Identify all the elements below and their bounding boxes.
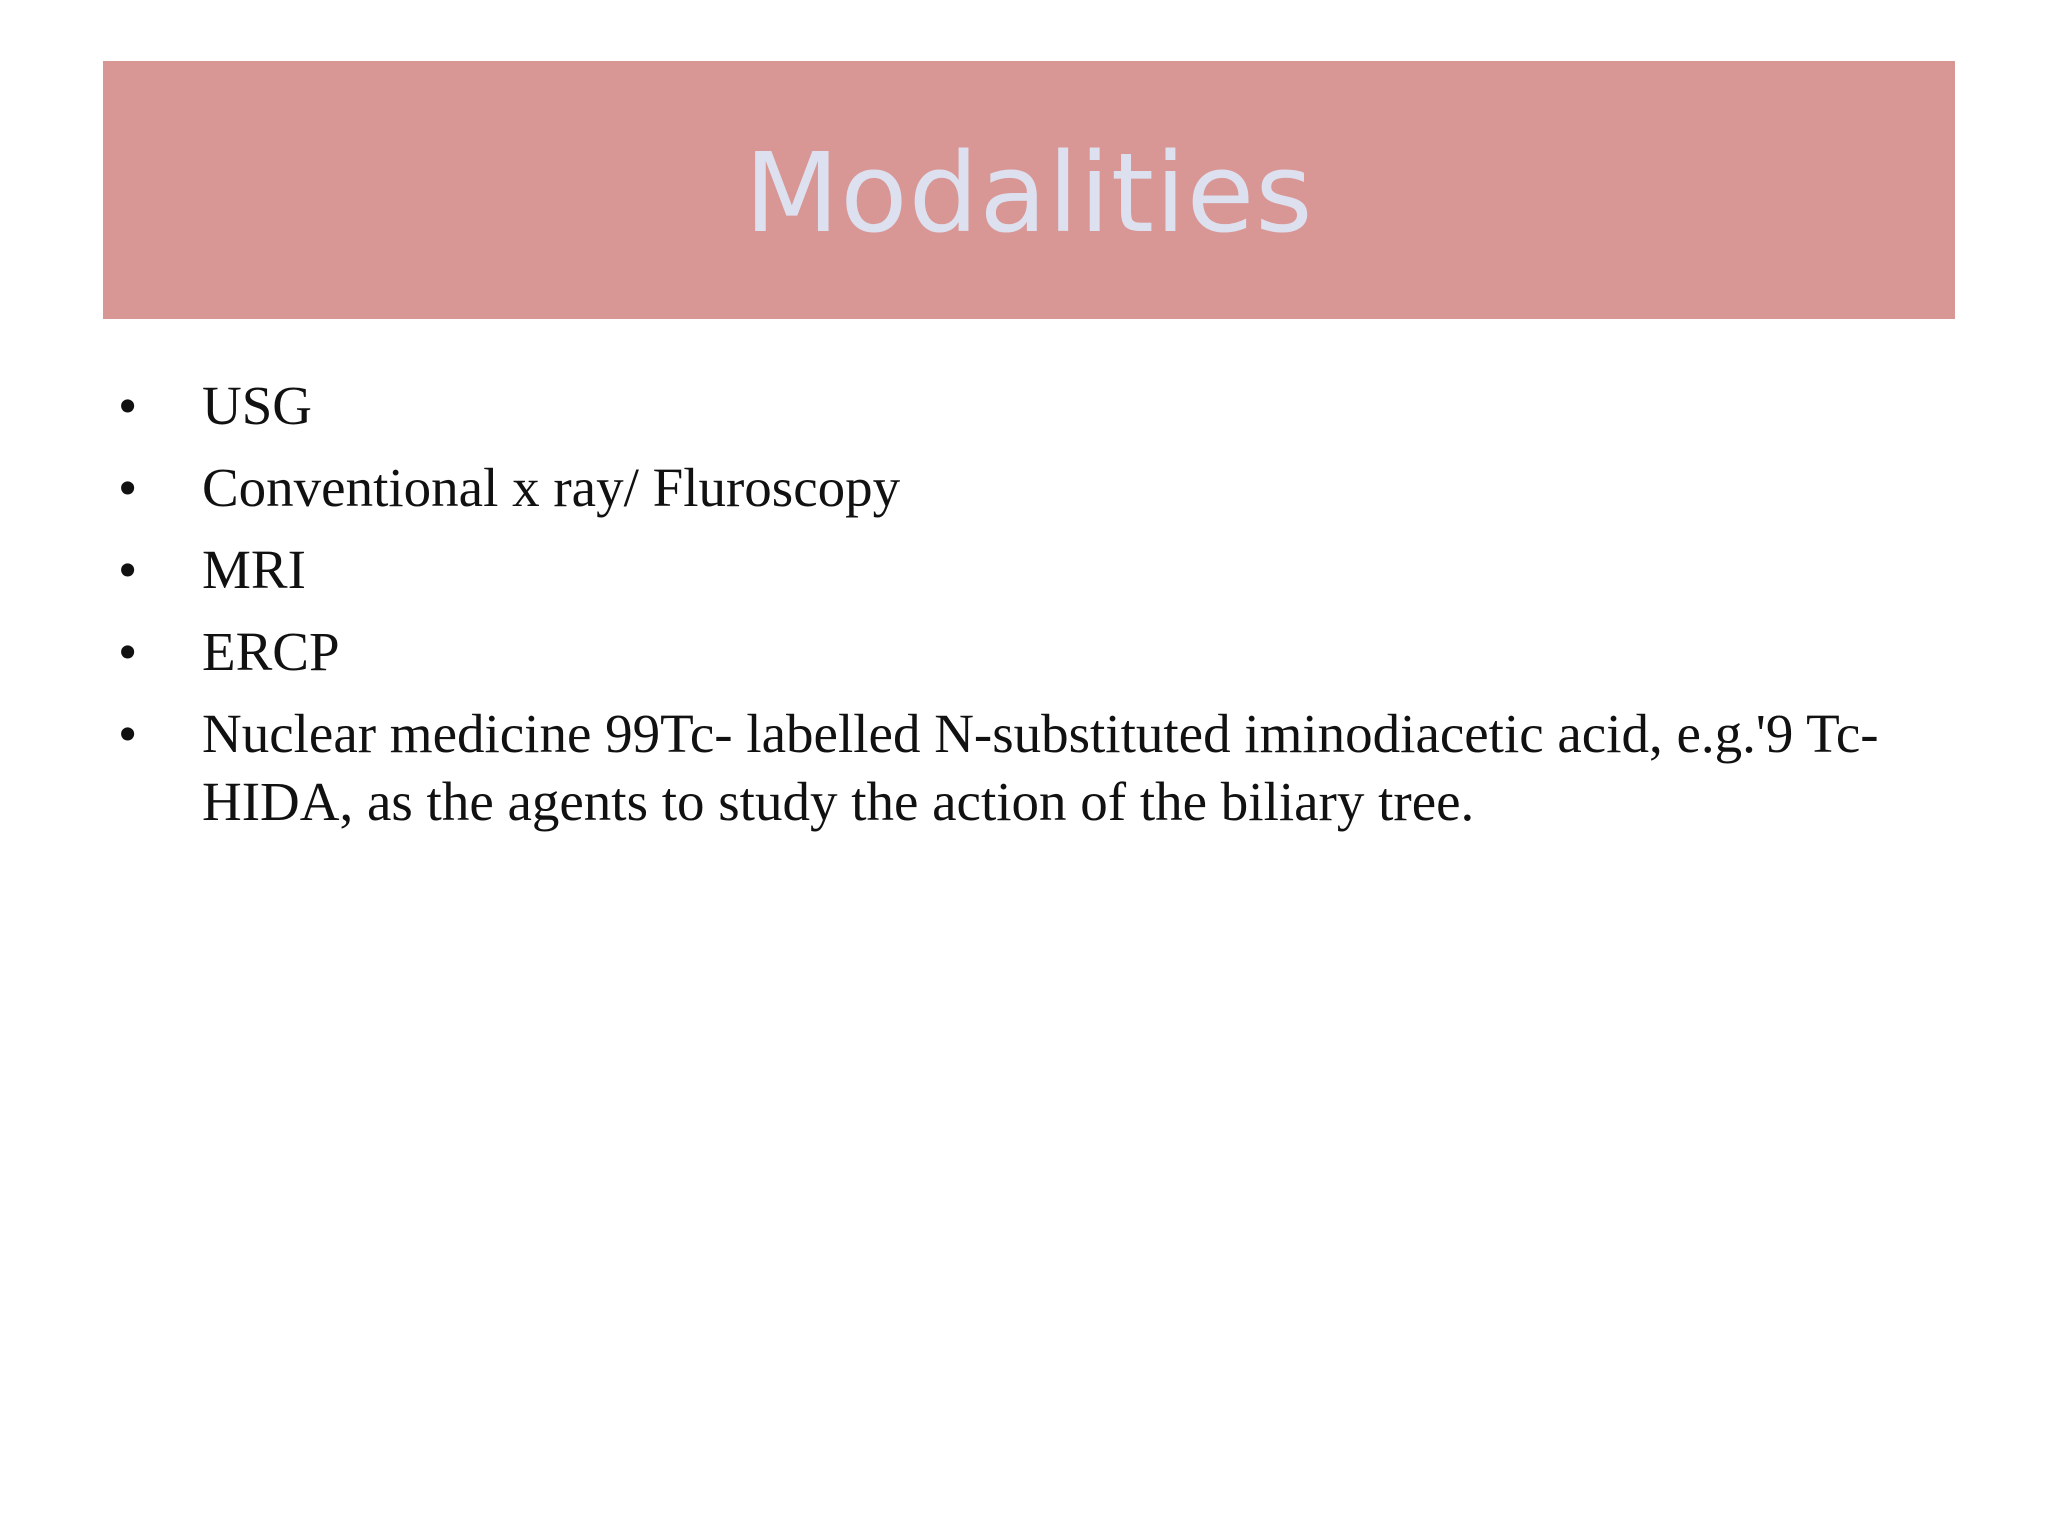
bullet-icon: • xyxy=(118,539,138,600)
bullet-icon: • xyxy=(118,621,138,682)
title-banner xyxy=(103,61,1955,319)
list-item-text: ERCP xyxy=(202,621,340,682)
slide-title: Modalities xyxy=(744,129,1314,257)
bullet-icon: • xyxy=(118,375,138,436)
list-item xyxy=(118,454,1918,522)
list-item xyxy=(118,372,1918,440)
list-item xyxy=(118,700,1918,836)
list-item-text: MRI xyxy=(202,539,306,600)
bullet-list xyxy=(118,372,1918,850)
list-item-text: Conventional x ray/ Fluroscopy xyxy=(202,457,901,518)
bullet-icon: • xyxy=(118,703,138,764)
list-item-text: USG xyxy=(202,375,313,436)
list-item xyxy=(118,536,1918,604)
bullet-icon: • xyxy=(118,457,138,518)
list-item xyxy=(118,618,1918,686)
list-item-text: Nuclear medicine 99Tc- labelled N-substituted iminodiacetic acid, e.g.'9 Tc-HIDA, as the agents to study the action of the biliary tree. xyxy=(202,703,1879,832)
